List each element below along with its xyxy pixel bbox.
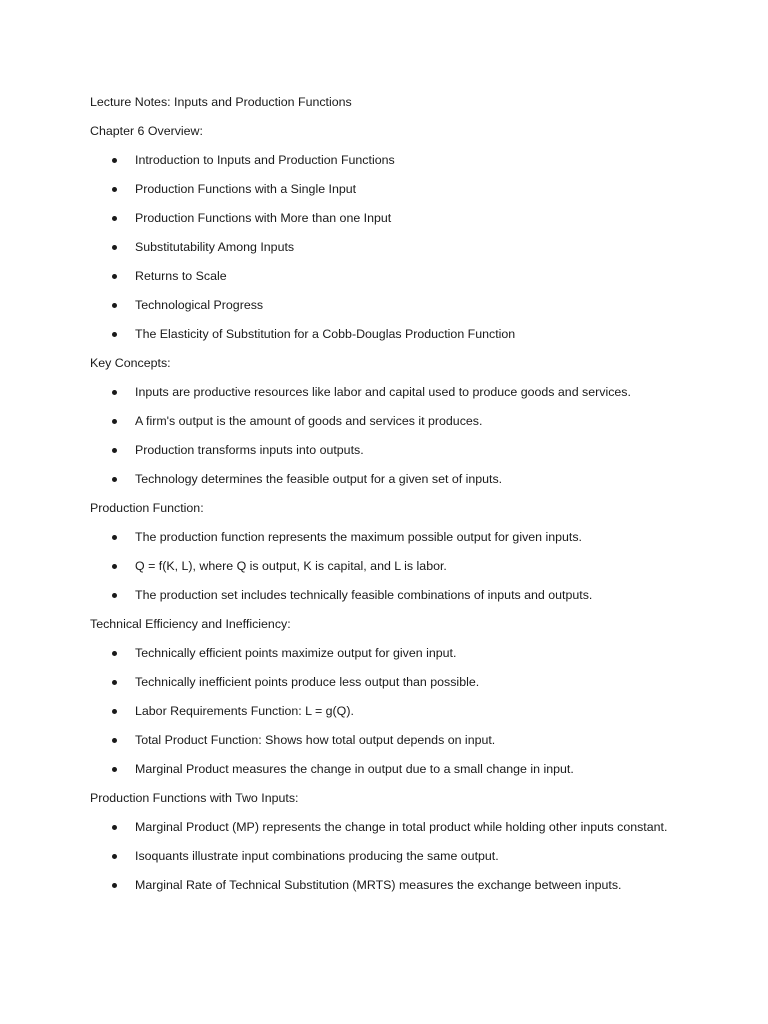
list-item (90, 731, 708, 749)
bullet-icon (112, 825, 117, 830)
list-item-text: Technically inefficient points produce less output than possible. (135, 675, 480, 689)
section-heading-two-inputs: Production Functions with Two Inputs: (90, 791, 299, 805)
bullet-icon (112, 419, 117, 424)
list-item-text: Introduction to Inputs and Production Functions (135, 153, 395, 167)
list-item-text: Labor Requirements Function: L = g(Q). (135, 704, 354, 718)
list-item-text: Substitutability Among Inputs (135, 240, 295, 254)
list-item (90, 847, 708, 865)
list-item (90, 876, 708, 894)
list-item-text: Inputs are productive resources like labor and capital used to produce goods and services. (135, 385, 631, 399)
bullet-icon (112, 651, 117, 656)
list-item-text: Production Functions with a Single Input (135, 182, 357, 196)
list-item-text: Production Functions with More than one Input (135, 211, 392, 225)
list-item-text: The Elasticity of Substitution for a Cobb-Douglas Production Function (135, 327, 516, 341)
section-heading-technical-efficiency: Technical Efficiency and Inefficiency: (90, 617, 291, 631)
bullet-icon (112, 216, 117, 221)
bullet-icon (112, 477, 117, 482)
list-item (90, 586, 708, 604)
bullet-list-technical-efficiency (90, 644, 708, 778)
list-item-text: Production transforms inputs into outputs. (135, 443, 364, 457)
list-item (90, 557, 708, 575)
list-item (90, 702, 708, 720)
list-item-text: Q = f(K, L), where Q is output, K is capital, and L is labor. (135, 559, 447, 573)
bullet-icon (112, 535, 117, 540)
list-item (90, 296, 708, 314)
bullet-list-chapter-overview (90, 151, 708, 343)
list-item (90, 470, 708, 488)
list-item-text: Marginal Rate of Technical Substitution (MRTS) measures the exchange between inputs. (135, 878, 622, 892)
list-item-text: Total Product Function: Shows how total output depends on input. (135, 733, 496, 747)
bullet-icon (112, 332, 117, 337)
list-item (90, 818, 708, 836)
list-item-text: Marginal Product (MP) represents the change in total product while holding other inputs constant. (135, 820, 668, 834)
list-item (90, 180, 708, 198)
list-item-text: The production function represents the maximum possible output for given inputs. (135, 530, 582, 544)
bullet-list-two-inputs (90, 818, 708, 894)
list-item (90, 528, 708, 546)
bullet-list-production-function (90, 528, 708, 604)
bullet-icon (112, 738, 117, 743)
bullet-icon (112, 245, 117, 250)
list-item (90, 644, 708, 662)
bullet-icon (112, 448, 117, 453)
list-item-text: Isoquants illustrate input combinations producing the same output. (135, 849, 499, 863)
list-item-text: Technically efficient points maximize output for given input. (135, 646, 457, 660)
bullet-icon (112, 187, 117, 192)
list-item-text: Returns to Scale (135, 269, 227, 283)
list-item-text: Marginal Product measures the change in output due to a small change in input. (135, 762, 574, 776)
section-heading-chapter-overview: Chapter 6 Overview: (90, 124, 203, 138)
bullet-icon (112, 854, 117, 859)
list-item (90, 412, 708, 430)
list-item-text: Technological Progress (135, 298, 264, 312)
list-item (90, 760, 708, 778)
document-title: Lecture Notes: Inputs and Production Functions (90, 95, 352, 109)
bullet-icon (112, 593, 117, 598)
bullet-icon (112, 303, 117, 308)
bullet-icon (112, 767, 117, 772)
bullet-icon (112, 564, 117, 569)
list-item (90, 441, 708, 459)
list-item-text: A firm's output is the amount of goods and services it produces. (135, 414, 483, 428)
bullet-icon (112, 274, 117, 279)
list-item (90, 325, 708, 343)
bullet-icon (112, 158, 117, 163)
bullet-list-key-concepts (90, 383, 708, 488)
list-item-text: The production set includes technically feasible combinations of inputs and outputs. (135, 588, 593, 602)
section-heading-key-concepts: Key Concepts: (90, 356, 171, 370)
list-item (90, 209, 708, 227)
list-item (90, 267, 708, 285)
list-item (90, 238, 708, 256)
bullet-icon (112, 390, 117, 395)
bullet-icon (112, 883, 117, 888)
bullet-icon (112, 709, 117, 714)
list-item (90, 151, 708, 169)
list-item (90, 383, 708, 401)
bullet-icon (112, 680, 117, 685)
list-item (90, 673, 708, 691)
list-item-text: Technology determines the feasible output for a given set of inputs. (135, 472, 503, 486)
section-heading-production-function: Production Function: (90, 501, 204, 515)
